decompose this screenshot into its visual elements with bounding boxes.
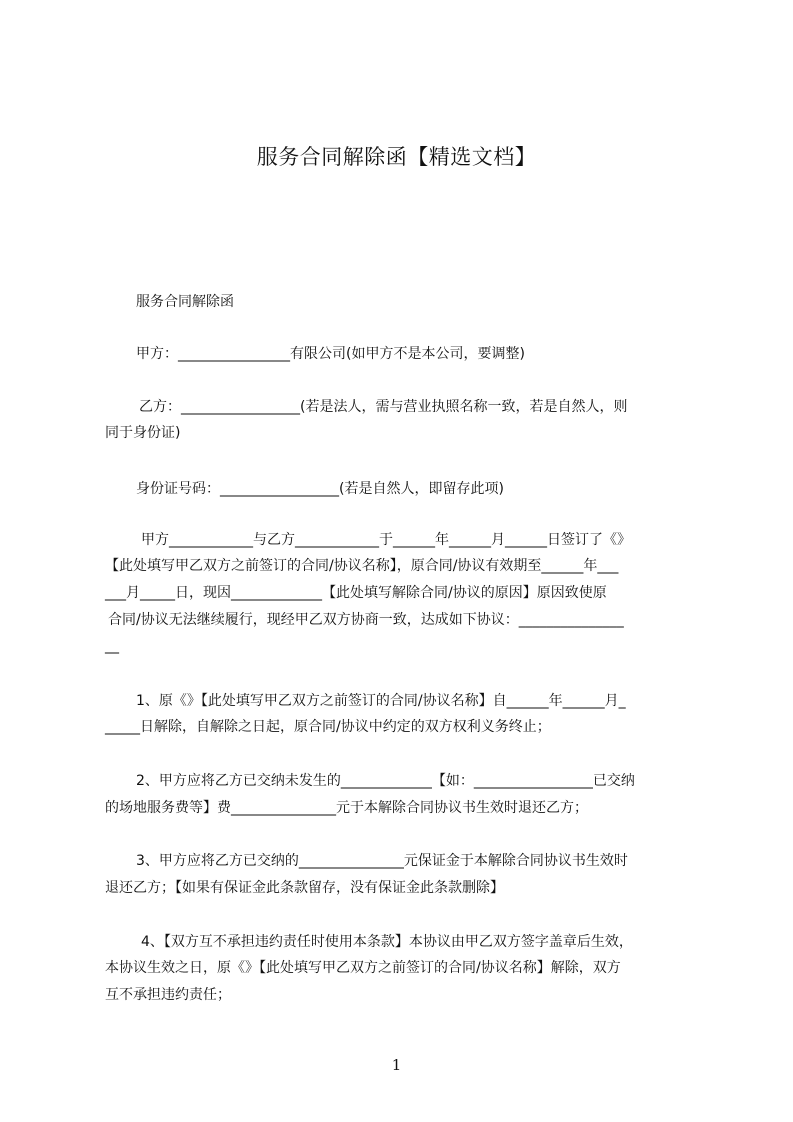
party-b-line-1: 乙方：_________________(若是法人，需与营业执照名称一致，若是自然人，则 (139, 399, 628, 415)
intro-line-1: 甲方____________与乙方____________于______年______月______日签订了《》 (141, 532, 631, 548)
clause-3-line-1: 3、甲方应将乙方已交纳的_______________元保证金于本解除合同协议书生效时 (136, 853, 628, 869)
clause-1-line-1: 1、原《》【此处填写甲乙双方之前签订的合同/协议名称】自______年______月_ (136, 693, 626, 709)
clause-4-line-1: 4、【双方互不承担违约责任时使用本条款】本协议由甲乙双方签字盖章后生效， (141, 934, 633, 950)
clause-2-line-2: 的场地服务费等】费_______________元于本解除合同协议书生效时退还乙方； (105, 800, 588, 816)
clause-3-line-2: 退还乙方；【如果有保证金此条款留存，没有保证金此条款删除】 (105, 880, 504, 896)
intro-line-2: 【此处填写甲乙双方之前签订的合同/协议名称】，原合同/协议有效期至______年___ (105, 558, 619, 574)
document-title: 服务合同解除函【精选文档】 (256, 145, 537, 169)
clause-2-line-1: 2、甲方应将乙方已交纳未发生的_____________【如：_________________已交纳 (136, 773, 635, 789)
intro-line-3: ___月_____日，现因_____________【此处填写解除合同/协议的原因】原因致使原 (105, 585, 607, 601)
id-number-line: 身份证号码：_________________(若是自然人，即留存此项) (136, 481, 504, 497)
party-a-line: 甲方：________________有限公司(如甲方不是本公司，要调整) (136, 346, 525, 362)
clause-4-line-3: 互不承担违约责任； (105, 987, 231, 1003)
clause-4-line-2: 本协议生效之日，原《》【此处填写甲乙双方之前签订的合同/协议名称】解除，双方 (105, 960, 621, 976)
party-b-line-2: 同于身份证) (105, 425, 181, 441)
clause-1-line-2: _____日解除，自解除之日起，原合同/协议中约定的双方权利义务终止； (105, 719, 551, 735)
intro-line-5: __ (105, 638, 119, 654)
intro-line-4: 合同/协议无法继续履行，现经甲乙双方协商一致，达成如下协议：_______________ (108, 612, 624, 628)
page-number: 1 (391, 1056, 402, 1074)
letter-heading: 服务合同解除函 (136, 294, 234, 310)
